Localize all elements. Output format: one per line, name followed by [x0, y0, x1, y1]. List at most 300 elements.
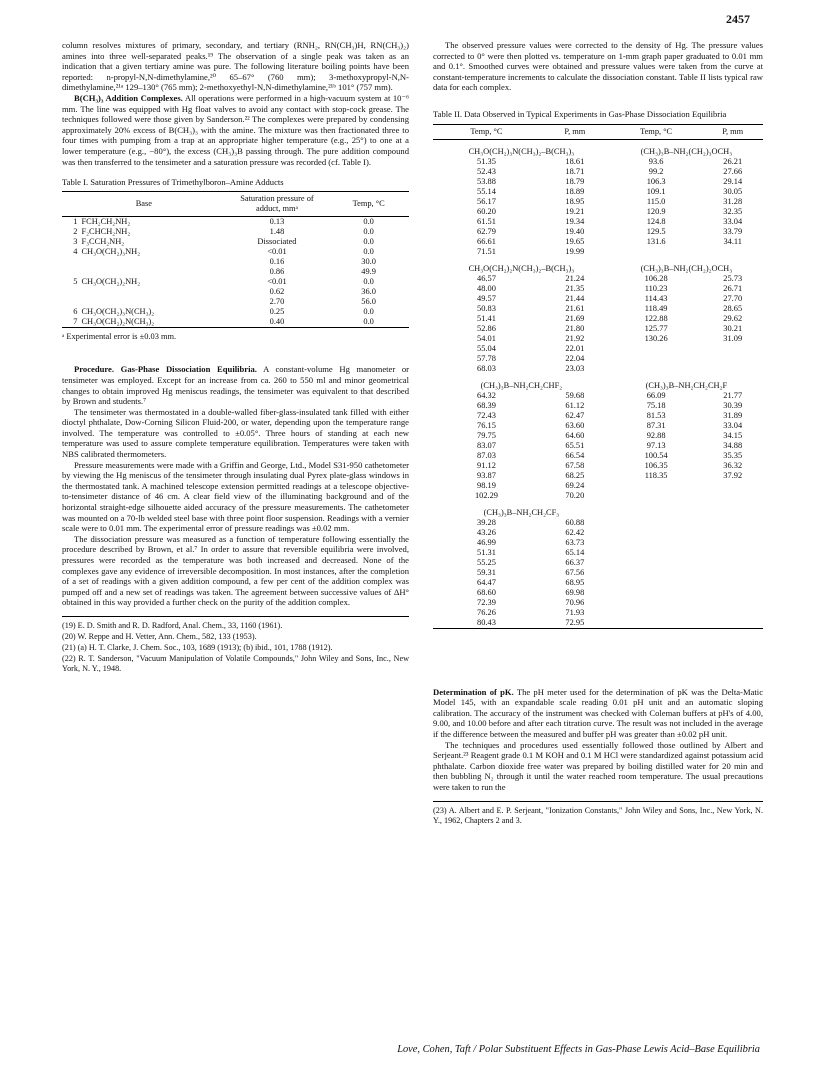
compound-title: (CH₃)₃B–NH₂(CH₂)₃OCH₃	[640, 146, 733, 156]
table-cell: 33.04	[723, 216, 743, 226]
table-cell: 1.48	[269, 226, 285, 236]
paragraph	[433, 687, 763, 740]
table-row	[433, 608, 763, 618]
table-cell	[610, 558, 703, 568]
table-cell: 19.21	[565, 206, 585, 216]
table-cell: 91.12	[477, 460, 496, 470]
table-cell: 65.51	[565, 440, 585, 450]
table-row	[433, 451, 763, 461]
table-row	[433, 538, 763, 548]
table-cell: 71.93	[565, 607, 585, 617]
table-cell	[79, 287, 225, 297]
table-row	[433, 294, 763, 304]
table-group-title-row	[433, 257, 763, 274]
table1-caption: Table I. Saturation Pressures of Trimethylboron–Amine Adducts	[62, 177, 284, 188]
table-cell: 46.57	[477, 273, 496, 283]
table-cell: 69.98	[565, 587, 585, 597]
table-row	[433, 461, 763, 471]
table2-caption: Table II. Data Observed in Typical Experiments in Gas-Phase Dissociation Equilibria	[433, 108, 727, 119]
table-cell	[610, 608, 703, 618]
section-heading: Determination of pK.	[433, 686, 514, 697]
table-cell: CH₃O(CH₂)₃NH₂	[81, 246, 141, 256]
table-cell	[610, 598, 703, 608]
table-cell: 4	[73, 246, 78, 256]
table-row	[62, 297, 409, 307]
table-cell	[610, 247, 703, 257]
table-row	[433, 284, 763, 294]
table-cell: CH₃O(CH₂)₂NH₂	[81, 276, 141, 286]
table-cell: 28.65	[723, 303, 743, 313]
table-row	[433, 227, 763, 237]
table-cell: 124.8	[646, 216, 666, 226]
table-cell: 70.20	[565, 490, 585, 500]
table-cell: 61.12	[565, 400, 585, 410]
table-cell: 62.42	[565, 527, 585, 537]
table-cell: 60.20	[477, 206, 496, 216]
table-cell	[702, 608, 763, 618]
table-row	[433, 354, 763, 364]
table-cell	[79, 267, 225, 277]
table-cell: 51.41	[477, 313, 496, 323]
table-cell: 23.03	[565, 363, 585, 373]
table-cell: 22.01	[565, 343, 585, 353]
table-cell: 65.14	[565, 547, 585, 557]
table-row	[62, 287, 409, 297]
table-cell: 37.92	[723, 470, 743, 480]
table-cell	[610, 528, 703, 538]
table-row	[433, 548, 763, 558]
table-cell: 64.47	[477, 577, 496, 587]
table-cell	[702, 578, 763, 588]
table-cell: 118.35	[644, 470, 668, 480]
table-row	[433, 491, 763, 501]
table-cell: 0.0	[363, 236, 374, 246]
paragraph: The dissociation pressure was measured as a function of temperature following essentially the procedure described by Brown, et al.⁷ In order to assure that reversible equilibria were involved, pressures were recorded as the temperature was both increased and decreased. None of the complexes gave any evidence of irreversible decomposition. In most instances, after the completion of a set of readings with a given addition compound, a few per cent of the addition complex was pumped off and a new set of readings was taken. The agreement between successive values of ΔH° obtained in this way provided a further check on the purity of the addition complex.	[62, 533, 409, 608]
column-header: P, mm	[540, 124, 610, 139]
compound-title: CH₃O(CH₂)₃N(CH₃)₂–B(CH₃)₃	[468, 146, 575, 156]
table-cell: 83.07	[477, 440, 496, 450]
table-row	[433, 401, 763, 411]
table-cell	[610, 618, 703, 628]
table-row	[433, 187, 763, 197]
table-cell: 109.1	[646, 186, 666, 196]
right-column	[433, 40, 763, 827]
table-cell: 5	[73, 276, 78, 286]
table-row	[433, 558, 763, 568]
references	[433, 801, 763, 826]
table-row	[433, 334, 763, 344]
table-cell: 62.47	[565, 410, 585, 420]
table-cell: FCH₂CH₂NH₂	[81, 216, 131, 226]
table-row	[433, 207, 763, 217]
table-cell: 19.99	[565, 246, 585, 256]
compound-title: (CH₃)₃B–NH₂CH₂CF₃	[483, 507, 560, 517]
table-row	[433, 197, 763, 207]
table-row	[433, 324, 763, 334]
table-cell: 62.79	[477, 226, 496, 236]
table-cell	[62, 257, 79, 267]
table-row	[433, 247, 763, 257]
table-row	[433, 217, 763, 227]
reference-item: (23) A. Albert and E. P. Serjeant, "Ionization Constants," John Wiley and Sons, Inc., New York, N. Y., 1962, Chapters 2 and 3.	[433, 805, 763, 825]
table-cell: 21.35	[565, 283, 585, 293]
table-cell: 71.51	[477, 246, 496, 256]
table-cell	[702, 568, 763, 578]
table-cell: 0.0	[363, 246, 374, 256]
table2	[433, 124, 763, 628]
table-cell: 129.5	[646, 226, 666, 236]
paragraph: column resolves mixtures of primary, secondary, and tertiary (RNH₂, RN(CH₃)H, RN(CH₃)₂) amines into three well-separated peaks.¹⁹ The observation of a single peak was taken as an indication that a given tertiary amine was pure. The following literature boiling points have been reported: n-propyl-N,N-dimethylamine,²⁰ 65–67° (760 mm); 3-methoxypropyl-N,N-dimethylamine,²¹ᵃ 129–130° (765 mm); 2-methoxyethyl-N,N-dimethylamine,²¹ᵇ 101° (757 mm).	[62, 40, 409, 93]
table-cell: 19.34	[565, 216, 585, 226]
table-cell: 80.43	[477, 617, 496, 627]
table-cell: 51.31	[477, 547, 496, 557]
table-row	[433, 157, 763, 167]
table-row	[62, 277, 409, 287]
left-column	[62, 40, 409, 675]
table-cell: 18.89	[565, 186, 585, 196]
table-cell: <0.01	[267, 246, 287, 256]
table-cell: 68.03	[477, 363, 496, 373]
table-group-title-row	[433, 501, 763, 518]
table-cell	[610, 568, 703, 578]
table-row	[62, 237, 409, 247]
table-row	[62, 307, 409, 317]
table-cell	[610, 491, 703, 501]
table-cell: 93.87	[477, 470, 496, 480]
table-cell	[79, 297, 225, 307]
column-header: P, mm	[702, 124, 763, 139]
table-cell: 55.14	[477, 186, 496, 196]
table-cell: 76.26	[477, 607, 496, 617]
paragraph-text: The pH meter used for the determination of pK was the Delta-Matic Model 145, with an expandable scale reading 0.01 pH unit and an automatic sloping calibration. The accuracy of the instrument was checked with Coleman buffers at pH's of 4.00, 9.00, and 10.00 before and after each titration curve. The result was not included in the average if the difference between the measured and buffer pH was greater than ±0.02 pH unit.	[433, 686, 764, 739]
table-cell: 26.21	[723, 156, 743, 166]
table-cell	[610, 578, 703, 588]
table-cell: 34.15	[723, 430, 743, 440]
table-cell: 52.43	[477, 166, 496, 176]
table-cell: CH₃O(CH₂)₃N(CH₃)₂	[81, 306, 155, 316]
table-cell: 0.0	[363, 226, 374, 236]
table-row	[433, 344, 763, 354]
table-cell: 33.79	[723, 226, 743, 236]
table-cell: 122.88	[644, 313, 668, 323]
table-cell: CH₃O(CH₂)₂N(CH₃)₂	[81, 316, 155, 326]
table-cell: 0.0	[363, 276, 374, 286]
table-row	[62, 227, 409, 237]
table-cell: 57.78	[477, 353, 496, 363]
table-cell: 0.40	[269, 316, 285, 326]
table-cell: 1	[73, 216, 78, 226]
paragraph: The tensimeter was thermostated in a double-walled fiber-glass-insulated tank filled with either dioctyl phthalate, Dow-Corning Silicon Fluid-200, or water, depending upon the temperature range involved. The temperature was controlled to ±0.05°. Three hours of standing at each new temperature was used to assure complete temperature equilibration. Temperatures were taken with NBS calibrated thermometers.	[62, 406, 409, 460]
column-header: Temp, °C	[328, 191, 409, 216]
table-cell: 110.23	[644, 283, 668, 293]
table-cell	[702, 518, 763, 528]
table-row	[433, 481, 763, 491]
table-row	[433, 391, 763, 401]
table-cell: 79.75	[477, 430, 496, 440]
paragraph	[62, 364, 409, 406]
table-cell: 35.35	[723, 450, 743, 460]
compound-title	[610, 501, 763, 518]
table-cell: 36.32	[723, 460, 743, 470]
table-cell: 21.44	[565, 293, 585, 303]
table-cell: 68.39	[477, 400, 496, 410]
table-row	[433, 421, 763, 431]
table-row	[433, 274, 763, 284]
compound-title: (CH₃)₃B–NH₂CH₂CH₂F	[645, 380, 728, 390]
table-cell: 66.61	[477, 236, 496, 246]
table-cell: 93.6	[648, 156, 664, 166]
table-cell: 97.13	[646, 440, 666, 450]
table-cell	[702, 364, 763, 374]
table-cell	[610, 481, 703, 491]
table-cell: 68.95	[565, 577, 585, 587]
table-cell: 115.0	[646, 196, 666, 206]
table-cell: 55.04	[477, 343, 496, 353]
paragraph	[62, 93, 409, 167]
table-cell: 33.04	[723, 420, 743, 430]
table-row	[62, 267, 409, 277]
table-cell: 22.04	[565, 353, 585, 363]
table-cell	[610, 354, 703, 364]
table1	[62, 191, 409, 328]
table-row	[433, 598, 763, 608]
table-cell: 2	[73, 226, 78, 236]
table-cell: 68.60	[477, 587, 496, 597]
table-row	[433, 471, 763, 481]
table-cell: 31.09	[723, 333, 743, 343]
table-cell: 0.0	[363, 306, 374, 316]
table-cell: 30.05	[723, 186, 743, 196]
table-cell: 21.24	[565, 273, 585, 283]
table-cell: 67.58	[565, 460, 585, 470]
table-cell	[702, 558, 763, 568]
table-cell: 99.2	[648, 166, 664, 176]
table-cell: 27.70	[723, 293, 743, 303]
table-cell	[62, 267, 79, 277]
table-rule	[433, 628, 763, 629]
table-cell: 30.21	[723, 323, 743, 333]
table-cell: 0.25	[269, 306, 285, 316]
table-cell	[610, 538, 703, 548]
table-cell	[702, 538, 763, 548]
table-cell: 53.88	[477, 176, 496, 186]
table-cell: 125.77	[644, 323, 668, 333]
reference-item: (20) W. Reppe and H. Vetter, Ann. Chem., 582, 133 (1953).	[62, 631, 257, 641]
table-cell: 64.60	[565, 430, 585, 440]
page-number: 2457	[726, 12, 750, 26]
table-cell	[610, 588, 703, 598]
table-cell: 50.83	[477, 303, 496, 313]
table-cell	[610, 548, 703, 558]
table-cell: 0.62	[269, 286, 285, 296]
column-header: Base	[62, 191, 226, 216]
table-cell: 49.9	[361, 266, 376, 276]
table-row	[433, 314, 763, 324]
table-cell: 106.35	[644, 460, 668, 470]
table-cell	[702, 618, 763, 628]
table-cell: 3	[73, 236, 78, 246]
column-header: Saturation pressure of adduct, mmᵃ	[226, 191, 329, 216]
reference-item: (21) (a) H. T. Clarke, J. Chem. Soc., 103, 1689 (1913); (b) ibid., 101, 1788 (1912).	[62, 642, 333, 652]
table-row	[62, 317, 409, 328]
table-row	[433, 304, 763, 314]
table-cell: 30.39	[723, 400, 743, 410]
table-cell	[702, 354, 763, 364]
compound-title: (CH₃)₃B–NH₂(CH₂)₂OCH₃	[640, 263, 733, 273]
table-cell: 7	[73, 316, 78, 326]
table-cell: F₂CHCH₂NH₂	[81, 226, 131, 236]
table-cell: 0.13	[269, 216, 285, 226]
paragraph: The techniques and procedures used essentially followed those outlined by Albert and Serjeant.²³ Reagent grade 0.1 M KOH and 0.1 M HCl were standardized against potassium acid phthalate. Carbon dioxide free water was prepared by boiling distilled water for 20 min and then bubbling N₂ through it until the water reached room temperature. The usual precautions were taken to run the	[433, 739, 763, 792]
table-cell: 72.39	[477, 597, 496, 607]
table-cell: 60.88	[565, 517, 585, 527]
column-header: Temp, °C	[433, 124, 540, 139]
table-cell: 106.3	[646, 176, 666, 186]
table-cell	[610, 518, 703, 528]
table-cell: 75.18	[646, 400, 666, 410]
table-cell: 87.31	[646, 420, 666, 430]
table-cell: 21.80	[565, 323, 585, 333]
table-cell: 66.54	[565, 450, 585, 460]
table-cell	[79, 257, 225, 267]
table-cell	[610, 344, 703, 354]
table-cell: 18.61	[565, 156, 585, 166]
table-cell: 25.73	[723, 273, 743, 283]
table-cell: 67.56	[565, 567, 585, 577]
table-group-title-row	[433, 139, 763, 157]
compound-title: CH₃O(CH₂)₂N(CH₃)₂–B(CH₃)₃	[468, 263, 575, 273]
table-cell	[702, 588, 763, 598]
paragraph-text: A constant-volume Hg manometer or tensimeter was employed. Except for an increase from ca. 260 to 550 ml and minor geometrical changes to obtain improved Hg meniscus readings, the tensimeter was equivalent to that described by Brown and students.⁷	[62, 364, 410, 407]
table-cell	[702, 247, 763, 257]
table-cell: 59.31	[477, 567, 496, 577]
reference-item: (19) E. D. Smith and R. D. Radford, Anal. Chem., 33, 1160 (1961).	[62, 620, 283, 630]
table-row	[62, 247, 409, 257]
paragraph-text: All operations were performed in a high-vacuum system at 10⁻⁶ mm. The line was equipped with Hg float valves to avoid any contact with stop-cock grease. The techniques followed were those given by Sanderson.²² The complexes were prepared by condensing approximately 20% excess of B(CH₃)₃ with the amine. The mixture was then fractionated three to four times with pumping from a trap at an appropriate higher temperature (e.g., 25°) to one at a lower temperature (e.g., −80°), the excess (CH₃)₃B passing through. The pure addition compound was then transferred to the tensimeter and a saturation pressure was recorded (cf. Table I).	[62, 92, 409, 167]
table-cell: 69.24	[565, 480, 585, 490]
table-cell	[702, 344, 763, 354]
table-cell: 21.69	[565, 313, 585, 323]
table-cell: 0.0	[363, 216, 374, 226]
table-cell: 26.71	[723, 283, 743, 293]
table-cell: 21.77	[723, 390, 743, 400]
table1-footnote: ᵃ Experimental error is ±0.03 mm.	[62, 331, 177, 341]
table-cell: 27.66	[723, 166, 743, 176]
table-cell: 70.96	[565, 597, 585, 607]
table-cell: 31.89	[723, 410, 743, 420]
compound-title: (CH₃)₃B–NH₂CH₂CHF₂	[480, 380, 563, 390]
table-cell: 66.37	[565, 557, 585, 567]
table-cell: 21.92	[565, 333, 585, 343]
paragraph: The observed pressure values were corrected to the density of Hg. The pressure values corrected to 0° were then plotted vs. temperature on 1-mm graph paper graduated to 0.01 mm and 0.1°. Smoothed curves were obtained and pressure values were taken from the curve at constant-temperature increments to calculate the dissociation constant. Table II lists typical raw data for each complex.	[433, 40, 763, 93]
table-cell: 98.19	[477, 480, 496, 490]
table-cell: 63.60	[565, 420, 585, 430]
table-cell	[702, 548, 763, 558]
table-cell: 100.54	[644, 450, 668, 460]
table-row	[433, 237, 763, 247]
table-row	[433, 528, 763, 538]
table-cell: 72.95	[565, 617, 585, 627]
table-cell: 63.73	[565, 537, 585, 547]
table-cell: 18.95	[565, 196, 585, 206]
table-cell: 131.6	[646, 236, 666, 246]
table-cell: 87.03	[477, 450, 496, 460]
table-cell: 81.53	[646, 410, 666, 420]
table-cell: 29.14	[723, 176, 743, 186]
table-cell: <0.01	[267, 276, 287, 286]
table-row	[433, 618, 763, 628]
table-cell: 118.49	[644, 303, 668, 313]
table-cell: 106.28	[644, 273, 668, 283]
table-cell: 72.43	[477, 410, 496, 420]
table-cell: 36.0	[361, 286, 376, 296]
table-cell: 59.68	[565, 390, 585, 400]
running-footer: Love, Cohen, Taft / Polar Substituent Effects in Gas-Phase Lewis Acid–Base Equilibria	[397, 1044, 760, 1055]
table-cell: 48.00	[477, 283, 496, 293]
table-row	[62, 257, 409, 267]
table-cell: 76.15	[477, 420, 496, 430]
table-cell: 6	[73, 306, 78, 316]
table-cell: 68.25	[565, 470, 585, 480]
column-header: Temp, °C	[610, 124, 703, 139]
table-cell: 0.0	[363, 316, 374, 326]
section-heading: B(CH₃)₃ Addition Complexes.	[74, 92, 183, 103]
table-cell: 46.99	[477, 537, 496, 547]
table-row	[433, 588, 763, 598]
references	[62, 616, 409, 674]
table-cell	[702, 481, 763, 491]
table-cell: 120.9	[646, 206, 666, 216]
table-cell: 19.40	[565, 226, 585, 236]
table-row	[433, 518, 763, 528]
table-cell	[62, 287, 79, 297]
table-cell: 54.01	[477, 333, 496, 343]
table-cell: 32.35	[723, 206, 743, 216]
table-row	[433, 177, 763, 187]
table-cell: 34.11	[723, 236, 742, 246]
table-cell: 56.17	[477, 196, 496, 206]
paragraph: Pressure measurements were made with a Griffin and George, Ltd., Model S31-950 cathetometer by viewing the Hg meniscus of the tensimeter through insulating dual Pyrex plate-glass windows in the thermostated tank. A machined telescope extension permitted readings at a telescope objective-to-tensimeter distance of 46 cm. A clear field view of the illuminating background and of the horizontal straight-edge silhouette aided accuracy of the pressure measurements. The cathetometer was mounted on a 70-lb welded steel base with three point floor suspension. Readings with a vernier scale were to 0.01 mm. The experimental error of pressure readings was ±0.02 mm.	[62, 459, 409, 534]
table-row	[62, 216, 409, 227]
table-cell: 56.0	[361, 296, 376, 306]
table-row	[433, 578, 763, 588]
table-row	[433, 568, 763, 578]
table-cell: 31.28	[723, 196, 743, 206]
table-cell: 55.25	[477, 557, 496, 567]
table-cell: 61.51	[477, 216, 496, 226]
table-cell	[62, 297, 79, 307]
table-group-title-row	[433, 374, 763, 391]
table-cell: 64.32	[477, 390, 496, 400]
table-cell: 39.28	[477, 517, 496, 527]
table-cell: 19.65	[565, 236, 585, 246]
table-cell: 114.43	[644, 293, 668, 303]
table-row	[433, 167, 763, 177]
table-cell: 92.88	[646, 430, 666, 440]
table-cell: 51.35	[477, 156, 496, 166]
table-row	[433, 431, 763, 441]
table-cell: 52.86	[477, 323, 496, 333]
table-cell	[702, 598, 763, 608]
table-cell	[702, 491, 763, 501]
table-cell: Dissociated	[257, 236, 297, 246]
table-cell: 2.70	[269, 296, 285, 306]
table-cell: 102.29	[474, 490, 498, 500]
table-cell: 43.26	[477, 527, 496, 537]
table-cell: 34.88	[723, 440, 743, 450]
table-row	[433, 411, 763, 421]
table-cell: 18.79	[565, 176, 585, 186]
